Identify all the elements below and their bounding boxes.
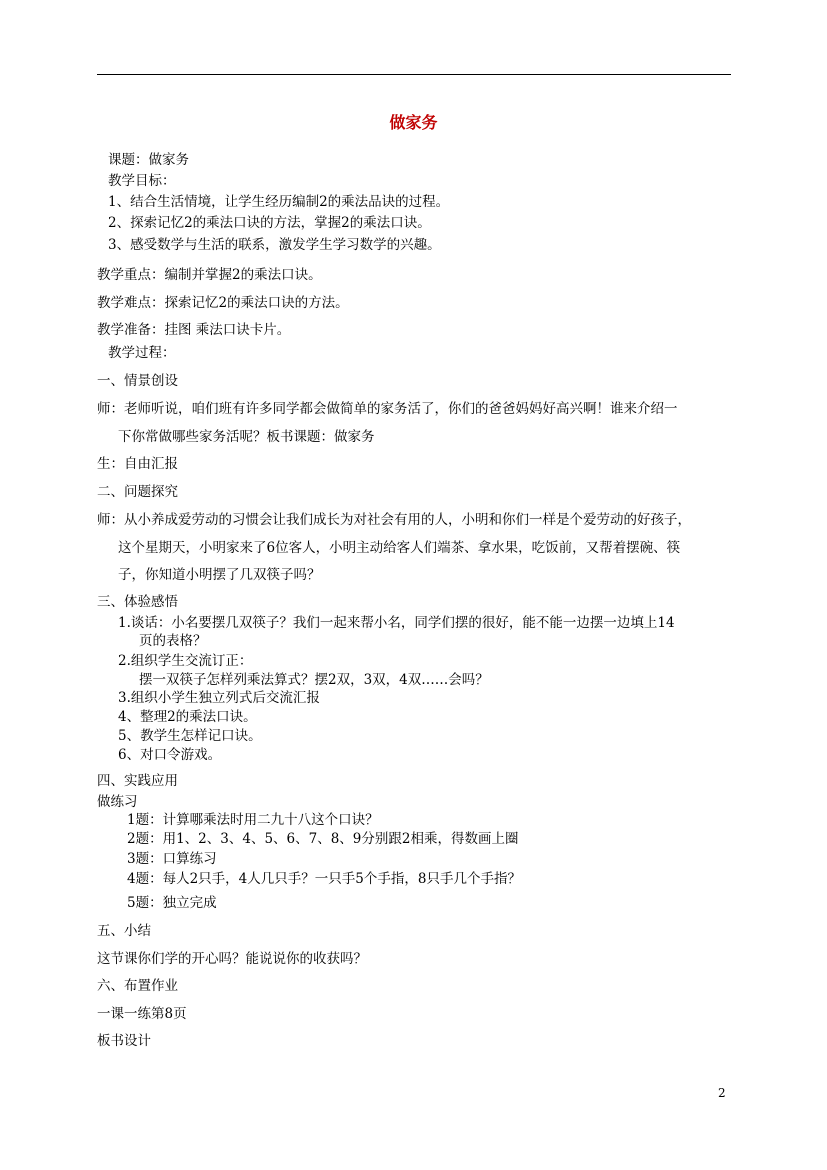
paragraph-line: 这个星期天，小明家来了6位客人，小明主动给客人们端茶、拿水果，吃饭前，又帮着摆碗、筷 [118, 540, 681, 556]
line-goal-3: 3、感受数学与生活的联系，激发学生学习数学的兴趣。 [108, 237, 441, 253]
list-item: 4题：每人2只手，4人几只手？一只手5个手指，8只手几个手指？ [127, 871, 521, 887]
list-item: 2题：用1、2、3、4、5、6、7、8、9分别跟2相乘，得数画上圈 [127, 831, 519, 847]
line-key-point: 教学重点：编制并掌握2的乘法口诀。 [97, 267, 322, 283]
list-item: 页的表格？ [139, 633, 207, 649]
section-1-heading: 一、情景创设 [97, 373, 178, 389]
line-preparation: 教学准备：挂图 乘法口诀卡片。 [97, 322, 291, 338]
paragraph-line: 子，你知道小明摆了几双筷子吗？ [118, 567, 321, 583]
line-goal-2: 2、探索记忆2的乘法口诀的方法，掌握2的乘法口诀。 [108, 215, 431, 231]
section-2-heading: 二、问题探究 [97, 484, 178, 500]
paragraph-line: 下你常做哪些家务活呢？板书课题：做家务 [118, 429, 375, 445]
list-item: 4、整理2的乘法口诀。 [118, 709, 257, 725]
header-rule [97, 74, 731, 75]
list-item: 1.谈话：小名要摆几双筷子？我们一起来帮小名，同学们摆的很好，能不能一边摆一边填上14 [118, 615, 675, 631]
list-item: 1题：计算哪乘法时用二九十八这个口诀？ [127, 812, 379, 828]
section-3-heading: 三、体验感悟 [97, 594, 178, 610]
page-number: 2 [718, 1086, 726, 1100]
line-summary: 这节课你们学的开心吗？能说说你的收获吗？ [97, 951, 367, 967]
section-6-heading: 六、布置作业 [97, 978, 178, 994]
line-exercise-heading: 做练习 [97, 794, 138, 810]
line-topic: 课题：做家务 [108, 152, 189, 168]
paragraph-line: 师：从小养成爱劳动的习惯会让我们成长为对社会有用的人，小明和你们一样是个爱劳动的好孩子， [97, 512, 691, 528]
list-item: 2.组织学生交流订正： [118, 653, 253, 669]
section-5-heading: 五、小结 [97, 923, 151, 939]
list-item: 5、教学生怎样记口诀。 [118, 728, 262, 744]
section-4-heading: 四、实践应用 [97, 773, 178, 789]
line-homework: 一课一练第8页 [97, 1006, 187, 1022]
list-item: 摆一双筷子怎样列乘法算式？摆2双，3双，4双……会吗？ [139, 672, 489, 688]
list-item: 6、对口令游戏。 [118, 747, 222, 763]
list-item: 5题：独立完成 [127, 895, 217, 911]
line-goal-1: 1、结合生活情境，让学生经历编制2的乘法品诀的过程。 [108, 194, 450, 210]
document-title: 做家务 [389, 113, 438, 132]
list-item: 3题：口算练习 [127, 851, 217, 867]
list-item: 3.组织小学生独立列式后交流汇报 [118, 690, 320, 706]
line-process-heading: 教学过程： [108, 345, 176, 361]
paragraph-line: 师：老师听说，咱们班有许多同学都会做简单的家务活了，你们的爸爸妈妈好高兴啊！谁来介绍一 [97, 401, 678, 417]
line-difficulty: 教学难点：探索记忆2的乘法口诀的方法。 [97, 295, 349, 311]
line-student-report: 生：自由汇报 [97, 456, 178, 472]
line-board-design: 板书设计 [97, 1033, 151, 1049]
line-goals-heading: 教学目标： [108, 173, 176, 189]
